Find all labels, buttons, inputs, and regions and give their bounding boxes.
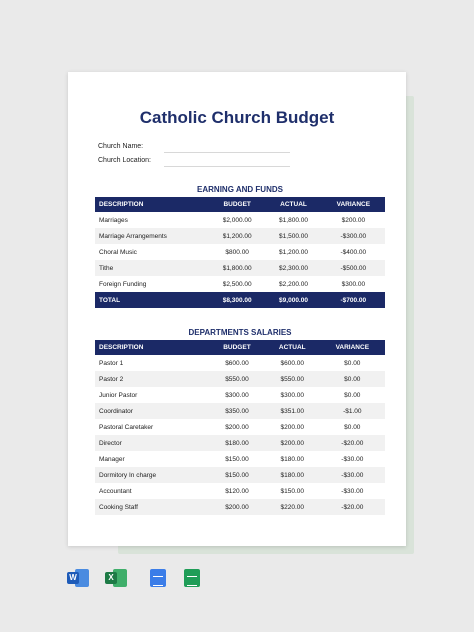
church-name-field[interactable] (164, 151, 290, 153)
cell-variance: -$20.00 (320, 435, 385, 451)
cell-budget: $200.00 (209, 499, 265, 515)
church-location-field[interactable] (164, 165, 290, 167)
docs-sheet (150, 569, 166, 587)
cell-actual: $1,200.00 (279, 248, 308, 256)
cell-variance: -$300.00 (322, 228, 385, 244)
salaries-section-title: DEPARTMENTS SALARIES (188, 328, 292, 337)
header-variance: VARIANCE (320, 340, 385, 355)
cell-budget: $150.00 (209, 467, 265, 483)
cell-budget: $600.00 (225, 359, 249, 367)
word-icon[interactable] (67, 567, 89, 589)
header-actual: ACTUAL (265, 340, 320, 355)
earning-table (95, 197, 385, 308)
cell-description: Junior Pastor (99, 391, 138, 399)
cell-description: Pastor 2 (95, 371, 209, 387)
church-location-label: Church Location: (98, 157, 151, 164)
cell-actual: $150.00 (280, 487, 304, 495)
cell-description: Dormitory In charge (95, 467, 209, 483)
cell-actual: $2,300.00 (265, 260, 321, 276)
cell-variance: $200.00 (341, 216, 366, 224)
cell-actual: $180.00 (265, 467, 320, 483)
total-variance: -$700.00 (322, 292, 385, 308)
cell-budget: $1,200.00 (209, 228, 265, 244)
table-row (95, 355, 385, 371)
cell-description: Manager (99, 455, 125, 463)
header-budget: BUDGET (209, 340, 265, 355)
google-docs-lines (153, 576, 163, 586)
table-row (95, 499, 385, 515)
cell-description: Accountant (99, 487, 132, 495)
cell-budget: $2,500.00 (222, 280, 252, 288)
google-sheets-icon[interactable] (181, 567, 203, 589)
church-name-label: Church Name: (98, 143, 144, 150)
cell-actual: $200.00 (280, 423, 304, 431)
cell-description: Director (95, 435, 209, 451)
cell-variance: -$30.00 (341, 487, 364, 495)
cell-budget: $200.00 (225, 423, 249, 431)
table-row (95, 228, 385, 244)
header-description: DESCRIPTION (95, 340, 209, 355)
table-row (95, 451, 385, 467)
cell-actual: $220.00 (265, 499, 320, 515)
cell-description: Foreign Funding (99, 280, 147, 288)
total-label: TOTAL (95, 292, 209, 308)
cell-variance: -$500.00 (322, 260, 385, 276)
cell-description: Marriages (99, 216, 128, 224)
table-row (95, 419, 385, 435)
table-row (95, 276, 385, 292)
cell-variance: -$400.00 (340, 248, 367, 256)
cell-budget: $150.00 (225, 455, 249, 463)
google-sheets-lines (187, 576, 197, 586)
cell-variance: $300.00 (341, 280, 366, 288)
table-row (95, 435, 385, 451)
cell-variance: $0.00 (344, 391, 361, 399)
cell-description: Pastor 1 (99, 359, 124, 367)
cell-actual: $600.00 (280, 359, 304, 367)
cell-actual: $2,200.00 (279, 280, 308, 288)
cell-actual: $200.00 (265, 435, 320, 451)
table-row (95, 467, 385, 483)
total-row (95, 292, 385, 308)
header-budget: BUDGET (209, 197, 265, 212)
excel-icon[interactable] (105, 567, 127, 589)
cell-description: Choral Music (99, 248, 137, 256)
salaries-table (95, 340, 385, 515)
cell-variance: -$20.00 (320, 499, 385, 515)
table-header-row (95, 340, 385, 355)
cell-variance: -$30.00 (320, 467, 385, 483)
cell-description: Marriage Arrangements (95, 228, 209, 244)
cell-variance: $0.00 (344, 359, 361, 367)
cell-actual: $300.00 (280, 391, 304, 399)
document-title: Catholic Church Budget (139, 108, 335, 127)
cell-description: Coordinator (95, 403, 209, 419)
cell-variance: -$30.00 (341, 455, 364, 463)
cell-actual: $351.00 (265, 403, 320, 419)
cell-description: Pastoral Caretaker (99, 423, 154, 431)
word-badge: W (67, 572, 79, 584)
cell-variance: $0.00 (344, 423, 361, 431)
table-row (95, 212, 385, 228)
google-docs-icon[interactable] (147, 567, 169, 589)
table-row (95, 483, 385, 499)
cell-budget: $1,800.00 (209, 260, 265, 276)
table-row (95, 244, 385, 260)
cell-budget: $2,000.00 (222, 216, 252, 224)
total-actual: $9,000.00 (265, 292, 321, 308)
table-row (95, 260, 385, 276)
cell-budget: $120.00 (225, 487, 249, 495)
excel-badge: X (105, 572, 117, 584)
header-variance: VARIANCE (322, 197, 385, 212)
cell-variance: -$1.00 (320, 403, 385, 419)
cell-budget: $180.00 (209, 435, 265, 451)
document-page (68, 72, 406, 546)
table-header-row (95, 197, 385, 212)
cell-description: Tithe (95, 260, 209, 276)
cell-actual: $180.00 (280, 455, 304, 463)
cell-variance: $0.00 (320, 371, 385, 387)
cell-description: Cooking Staff (95, 499, 209, 515)
header-description: DESCRIPTION (95, 197, 209, 212)
cell-budget: $800.00 (225, 248, 249, 256)
cell-actual: $1,500.00 (265, 228, 321, 244)
cell-budget: $300.00 (225, 391, 249, 399)
table-row (95, 403, 385, 419)
table-row (95, 387, 385, 403)
sheets-sheet (184, 569, 200, 587)
table-row (95, 371, 385, 387)
cell-budget: $350.00 (209, 403, 265, 419)
cell-actual: $550.00 (265, 371, 320, 387)
cell-budget: $550.00 (209, 371, 265, 387)
cell-actual: $1,800.00 (279, 216, 308, 224)
earning-section-title: EARNING AND FUNDS (197, 185, 283, 194)
header-actual: ACTUAL (265, 197, 321, 212)
total-budget: $8,300.00 (209, 292, 265, 308)
